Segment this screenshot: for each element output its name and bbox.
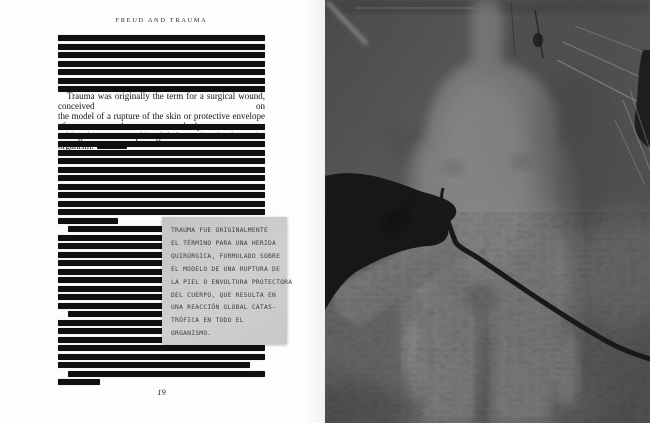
artwork-photo	[325, 0, 650, 423]
note-line: LA PIEL O ENVOLTURA PROTECTORA	[171, 278, 293, 286]
note-line: ORGANISMO.	[171, 330, 212, 338]
redaction-bar	[58, 167, 265, 173]
note-line: QUIRÚRGICA, FORMULADO SOBRE	[171, 252, 281, 260]
redaction-bar	[58, 184, 265, 190]
redaction-bar	[58, 379, 100, 385]
redaction-bar	[58, 192, 265, 198]
redaction-bar	[58, 61, 265, 67]
redaction-bar	[58, 209, 265, 215]
note-line: EL TÉRMINO PARA UNA HERIDA	[171, 239, 277, 247]
redaction-bar	[68, 371, 265, 377]
note-line: TRAUMA FUE ORIGINALMENTE	[171, 227, 268, 234]
redaction-bar	[58, 218, 118, 224]
redaction-bar	[58, 35, 265, 41]
right-page	[325, 0, 650, 423]
note-line: UNA REACCIÓN GLOBAL CATAS-	[171, 304, 277, 312]
redaction-bar	[58, 69, 265, 75]
note-line: DEL CUERPO, QUE RESULTA EN	[171, 291, 277, 299]
inline-redaction-bar	[97, 143, 127, 149]
redaction-bar	[58, 345, 265, 351]
note-line: EL MODELO DE UNA RUPTURA DE	[171, 265, 281, 273]
redaction-bar	[58, 44, 265, 50]
paragraph-line: sulting in a catastrophic global reaction in the entire organism.	[58, 130, 265, 151]
paragraph-line: the model of a rupture of the skin or protective envelope of the body re-	[58, 110, 265, 131]
redaction-bar	[58, 158, 265, 164]
visible-paragraph	[58, 92, 265, 151]
paragraph-line: Trauma was originally the term for a surgical wound, conceived on	[58, 91, 265, 111]
redaction-bar	[58, 201, 265, 207]
redaction-bar	[58, 78, 265, 84]
running-head: FREUD AND TRAUMA	[115, 17, 208, 24]
redaction-bar	[58, 362, 250, 368]
note-line: TRÓFICA EN TODO EL	[171, 317, 244, 325]
redaction-bar	[58, 52, 265, 58]
redaction-bar	[58, 354, 265, 360]
gutter-shadow	[307, 0, 325, 423]
page-number: 19	[157, 387, 166, 397]
redaction-bar	[58, 175, 265, 181]
sticky-note	[162, 217, 293, 344]
